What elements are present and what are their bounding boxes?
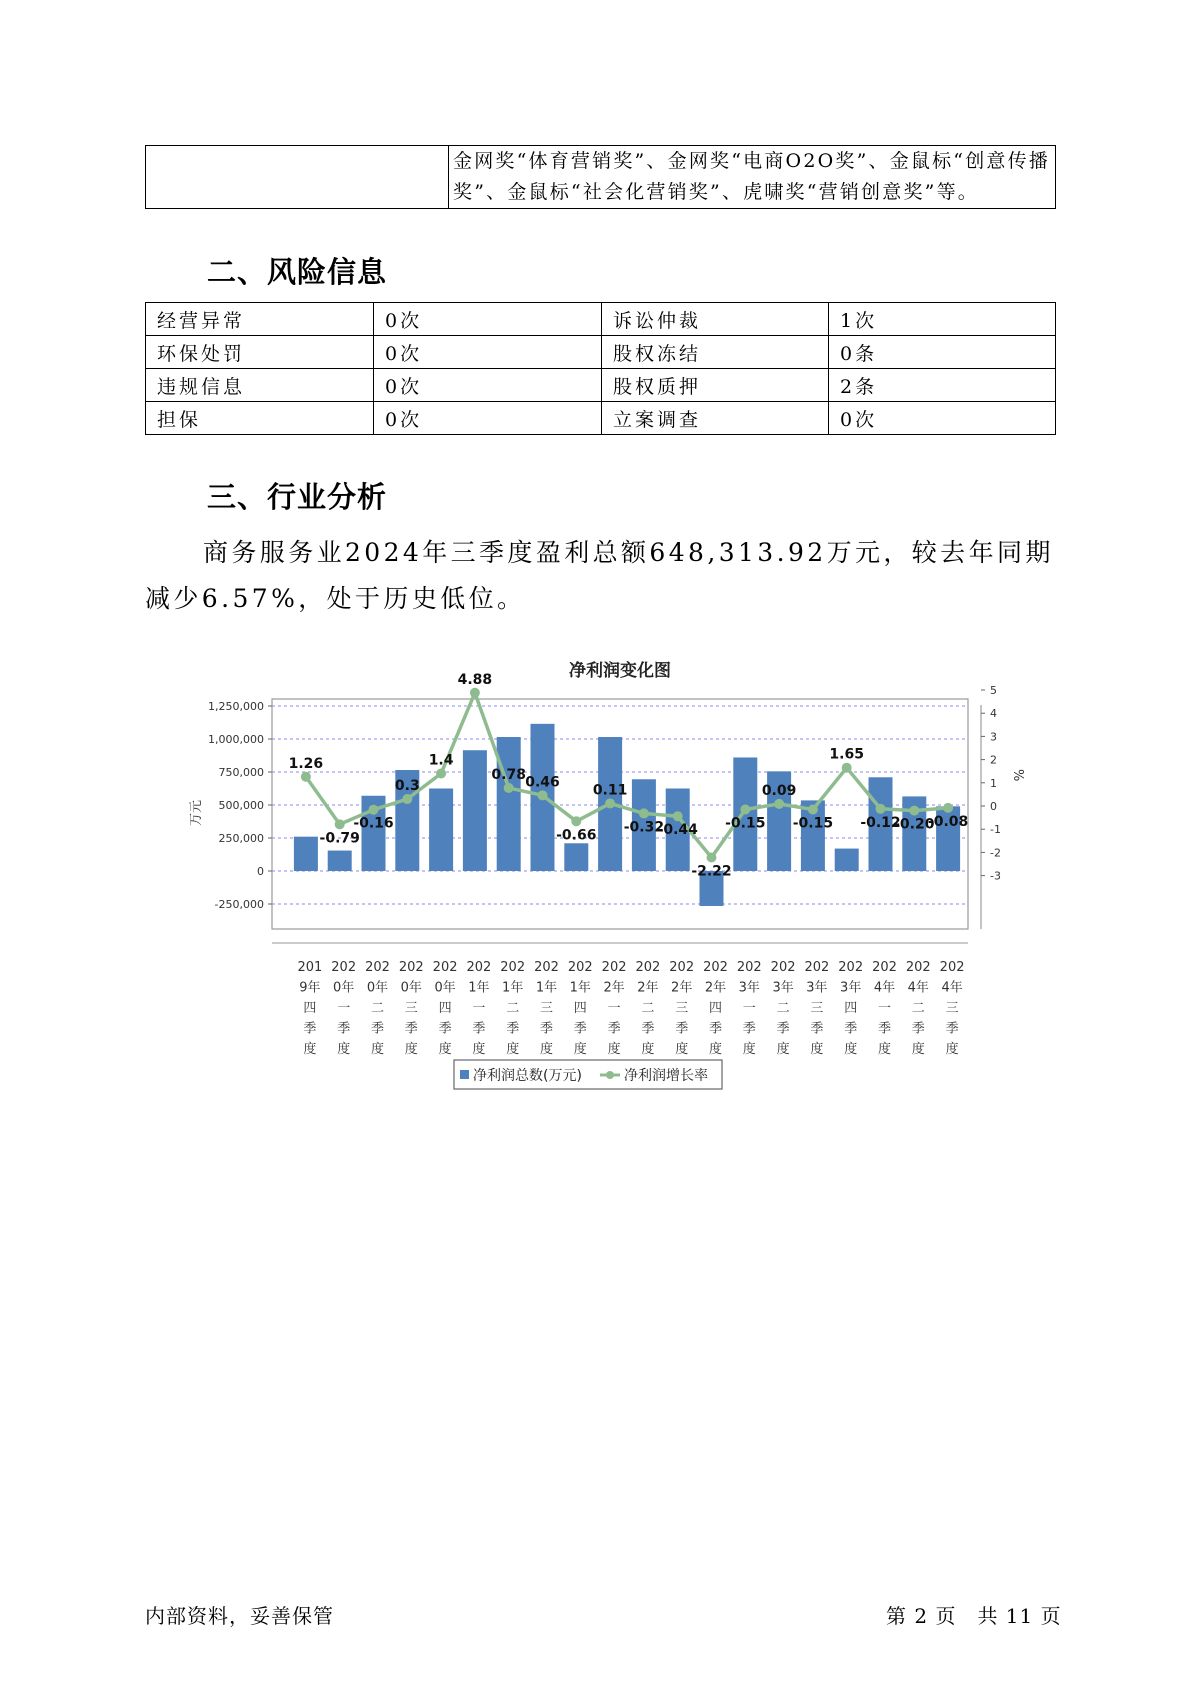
x-tick-label: 202 bbox=[398, 960, 424, 975]
growth-point bbox=[369, 805, 379, 815]
x-tick-label: 季 bbox=[370, 1021, 385, 1037]
x-tick-label: 202 bbox=[703, 960, 728, 975]
x-tick-label: 度 bbox=[303, 1042, 317, 1057]
chart-bar bbox=[835, 849, 859, 871]
x-tick-label: 季 bbox=[607, 1021, 621, 1037]
y2-axis-label: % bbox=[1010, 769, 1025, 782]
x-tick-label: 度 bbox=[776, 1042, 790, 1057]
x-tick-label: 2年 bbox=[603, 980, 625, 996]
x-tick-label: 202 bbox=[838, 960, 864, 975]
growth-point bbox=[538, 790, 548, 800]
growth-point bbox=[571, 816, 581, 826]
y-tick-label: 500,000 bbox=[218, 799, 264, 812]
x-tick-label: 二 bbox=[641, 1001, 655, 1016]
data-label: -0.15 bbox=[725, 815, 766, 832]
industry-section-heading: 三、行业分析 bbox=[207, 480, 388, 514]
risk-section-heading: 二、风险信息 bbox=[207, 255, 388, 289]
table-row bbox=[146, 303, 1056, 336]
growth-point bbox=[842, 763, 852, 773]
x-tick-label: 202 bbox=[736, 960, 762, 975]
x-tick-label: 2年 bbox=[637, 980, 659, 996]
x-tick-label: 202 bbox=[872, 960, 897, 975]
data-label: -2.22 bbox=[691, 863, 732, 880]
y2-tick-label: 1 bbox=[990, 776, 997, 790]
y2-tick-label: 4 bbox=[990, 707, 997, 721]
x-tick-label: 202 bbox=[331, 960, 357, 975]
table-row bbox=[146, 402, 1056, 435]
table-cell: 股权冻结 bbox=[602, 336, 829, 369]
chart-bar bbox=[497, 737, 521, 871]
x-tick-label: 季 bbox=[844, 1021, 858, 1037]
x-tick-label: 季 bbox=[337, 1021, 351, 1037]
x-tick-label: 202 bbox=[669, 960, 695, 975]
x-tick-label: 度 bbox=[337, 1042, 351, 1057]
table-cell: 诉讼仲裁 bbox=[602, 303, 829, 336]
data-label: -0.20 bbox=[894, 816, 935, 833]
x-tick-label: 二 bbox=[506, 1001, 520, 1016]
x-tick-label: 0年 bbox=[434, 980, 456, 996]
x-tick-label: 季 bbox=[708, 1021, 723, 1037]
growth-point bbox=[605, 798, 615, 808]
x-tick-label: 202 bbox=[500, 960, 526, 975]
x-tick-label: 4年 bbox=[873, 980, 896, 996]
x-tick-label: 3年 bbox=[806, 980, 828, 996]
x-tick-label: 季 bbox=[877, 1021, 892, 1037]
x-tick-label: 度 bbox=[370, 1042, 385, 1057]
x-tick-label: 1年 bbox=[468, 980, 490, 996]
table-cell: 立案调查 bbox=[602, 402, 829, 435]
x-tick-label: 二 bbox=[370, 1001, 385, 1016]
x-tick-label: 4年 bbox=[941, 980, 963, 996]
x-tick-label: 度 bbox=[911, 1042, 925, 1057]
legend-line-marker bbox=[606, 1071, 614, 1079]
y-tick-label: 1,000,000 bbox=[208, 733, 264, 746]
risk-table bbox=[145, 302, 1056, 435]
growth-point bbox=[774, 799, 784, 809]
chart-bar bbox=[564, 843, 588, 871]
x-tick-label: 202 bbox=[365, 960, 390, 975]
data-label: 1.65 bbox=[829, 746, 864, 763]
data-label: -0.32 bbox=[623, 819, 665, 836]
table-cell: 2条 bbox=[829, 369, 1056, 402]
x-tick-label: 201 bbox=[297, 960, 323, 975]
x-tick-label: 一 bbox=[607, 1001, 621, 1016]
x-tick-label: 度 bbox=[810, 1042, 824, 1057]
x-tick-label: 季 bbox=[810, 1021, 824, 1037]
table-cell: 1次 bbox=[829, 303, 1056, 336]
x-tick-label: 2年 bbox=[671, 980, 693, 996]
x-tick-label: 度 bbox=[472, 1042, 486, 1057]
x-tick-label: 2年 bbox=[704, 980, 727, 996]
x-tick-label: 3年 bbox=[772, 980, 794, 996]
table-cell: 0次 bbox=[374, 369, 602, 402]
data-label: 4.88 bbox=[457, 671, 493, 688]
y2-tick-label: 3 bbox=[990, 730, 997, 744]
x-tick-label: 202 bbox=[466, 960, 492, 975]
chart-bar bbox=[429, 789, 453, 872]
x-tick-label: 季 bbox=[472, 1021, 486, 1037]
x-tick-label: 202 bbox=[939, 960, 965, 975]
y2-tick-label: 2 bbox=[990, 753, 997, 767]
x-tick-label: 202 bbox=[635, 960, 661, 975]
awards-text: 金网奖“体育营销奖”、金网奖“电商O2O奖”、金鼠标“创意传播奖”、金鼠标“社会化营销奖”、虎啸奖“营销创意奖”等。 bbox=[449, 146, 1056, 209]
legend-bar-label: 净利润总数(万元) bbox=[473, 1068, 582, 1084]
x-tick-label: 度 bbox=[607, 1042, 621, 1057]
x-tick-label: 度 bbox=[641, 1042, 655, 1057]
x-tick-label: 0年 bbox=[333, 980, 355, 996]
table-cell: 经营异常 bbox=[146, 303, 374, 336]
growth-point bbox=[707, 853, 717, 863]
growth-point bbox=[876, 804, 886, 814]
x-tick-label: 二 bbox=[911, 1001, 925, 1016]
x-tick-label: 三 bbox=[810, 1001, 824, 1016]
y-tick-label: 250,000 bbox=[218, 832, 264, 845]
y-tick-label: 1,250,000 bbox=[208, 700, 264, 713]
x-tick-label: 202 bbox=[804, 960, 830, 975]
x-tick-label: 季 bbox=[911, 1021, 925, 1037]
growth-point bbox=[504, 783, 514, 793]
awards-table bbox=[145, 145, 1056, 209]
chart-bar bbox=[328, 851, 352, 871]
x-tick-label: 度 bbox=[675, 1042, 689, 1057]
y2-tick-label: 5 bbox=[990, 684, 997, 697]
data-label: 1.26 bbox=[288, 755, 324, 772]
x-tick-label: 度 bbox=[438, 1042, 452, 1057]
growth-point bbox=[909, 806, 919, 816]
x-tick-label: 季 bbox=[776, 1021, 790, 1037]
table-cell: 0条 bbox=[829, 336, 1056, 369]
x-tick-label: 季 bbox=[404, 1021, 418, 1037]
table-cell: 股权质押 bbox=[602, 369, 829, 402]
data-label: -0.15 bbox=[792, 815, 834, 832]
x-tick-label: 度 bbox=[539, 1042, 554, 1057]
x-tick-label: 1年 bbox=[569, 980, 591, 996]
legend-bar-swatch bbox=[460, 1070, 469, 1079]
table-cell: 环保处罚 bbox=[146, 336, 374, 369]
y2-tick-label: -1 bbox=[990, 823, 1001, 837]
x-tick-label: 202 bbox=[567, 960, 593, 975]
x-tick-label: 0年 bbox=[366, 980, 389, 996]
x-tick-label: 度 bbox=[877, 1042, 892, 1057]
growth-point bbox=[470, 688, 480, 698]
growth-point bbox=[639, 808, 649, 818]
y-tick-label: 750,000 bbox=[218, 766, 264, 779]
data-label: 0.3 bbox=[394, 778, 420, 795]
x-tick-label: 202 bbox=[534, 960, 559, 975]
x-tick-label: 季 bbox=[675, 1021, 689, 1037]
growth-point bbox=[808, 804, 818, 814]
awards-label-cell bbox=[146, 146, 449, 209]
chart-svg bbox=[180, 650, 1025, 1100]
table-cell: 担保 bbox=[146, 402, 374, 435]
growth-point bbox=[335, 819, 345, 829]
x-tick-label: 四 bbox=[438, 1001, 452, 1016]
x-tick-label: 季 bbox=[641, 1021, 655, 1037]
data-label: -0.79 bbox=[319, 830, 360, 847]
growth-point bbox=[673, 811, 683, 821]
x-tick-label: 202 bbox=[905, 960, 931, 975]
data-label: -0.16 bbox=[353, 815, 394, 832]
x-tick-label: 三 bbox=[675, 1001, 689, 1016]
table-cell: 0次 bbox=[829, 402, 1056, 435]
x-tick-label: 202 bbox=[601, 960, 627, 975]
data-label: 0.46 bbox=[525, 774, 560, 791]
net-profit-chart bbox=[180, 650, 1025, 1100]
x-tick-label: 三 bbox=[945, 1001, 959, 1016]
growth-point bbox=[301, 772, 311, 782]
table-cell: 违规信息 bbox=[146, 369, 374, 402]
growth-point bbox=[402, 794, 412, 804]
table-cell: 0次 bbox=[374, 402, 602, 435]
x-tick-label: 三 bbox=[404, 1001, 418, 1016]
x-tick-label: 度 bbox=[945, 1042, 959, 1057]
data-label: -0.08 bbox=[927, 813, 969, 830]
x-tick-label: 度 bbox=[844, 1042, 858, 1057]
data-label: 0.09 bbox=[761, 782, 797, 799]
x-tick-label: 202 bbox=[770, 960, 796, 975]
growth-point bbox=[740, 804, 750, 814]
x-tick-label: 度 bbox=[404, 1042, 418, 1057]
growth-point bbox=[436, 769, 446, 779]
x-tick-label: 0年 bbox=[400, 980, 422, 996]
x-tick-label: 3年 bbox=[840, 980, 862, 996]
data-label: 1.4 bbox=[428, 752, 454, 769]
x-tick-label: 季 bbox=[945, 1021, 959, 1037]
x-tick-label: 3年 bbox=[738, 980, 760, 996]
x-tick-label: 二 bbox=[776, 1001, 790, 1016]
x-tick-label: 四 bbox=[573, 1001, 587, 1016]
page-number: 第 2 页 共 11 页 bbox=[886, 1604, 1062, 1628]
x-tick-label: 四 bbox=[844, 1001, 858, 1016]
x-tick-label: 1年 bbox=[535, 980, 558, 996]
x-tick-label: 一 bbox=[472, 1001, 486, 1016]
data-label: -0.44 bbox=[657, 822, 698, 839]
x-tick-label: 季 bbox=[506, 1021, 520, 1037]
industry-paragraph: 商务服务业2024年三季度盈利总额648,313.92万元，较去年同期减少6.57%，处于历史低位。 bbox=[145, 538, 1054, 613]
y2-tick-label: -2 bbox=[990, 846, 1001, 860]
y2-tick-label: -3 bbox=[990, 869, 1001, 883]
data-label: 0.11 bbox=[592, 782, 628, 799]
legend-line-label: 净利润增长率 bbox=[624, 1068, 708, 1084]
x-tick-label: 季 bbox=[438, 1021, 452, 1037]
x-tick-label: 9年 bbox=[299, 980, 321, 996]
x-tick-label: 一 bbox=[337, 1001, 351, 1016]
x-tick-label: 度 bbox=[573, 1042, 587, 1057]
x-tick-label: 四 bbox=[708, 1001, 723, 1016]
table-cell: 0次 bbox=[374, 303, 602, 336]
x-tick-label: 季 bbox=[539, 1021, 554, 1037]
x-tick-label: 一 bbox=[742, 1001, 756, 1016]
x-tick-label: 季 bbox=[742, 1021, 756, 1037]
x-tick-label: 4年 bbox=[907, 980, 929, 996]
data-label: 0.78 bbox=[491, 766, 526, 783]
x-tick-label: 度 bbox=[742, 1042, 756, 1057]
y-axis-label: 万元 bbox=[189, 799, 204, 827]
x-tick-label: 季 bbox=[573, 1021, 587, 1037]
chart-title: 净利润变化图 bbox=[569, 661, 671, 681]
table-row bbox=[146, 336, 1056, 369]
x-tick-label: 四 bbox=[303, 1001, 317, 1016]
chart-bar bbox=[294, 837, 318, 871]
chart-bar bbox=[463, 750, 487, 871]
data-label: -0.12 bbox=[860, 814, 901, 831]
y-tick-label: -250,000 bbox=[214, 898, 264, 911]
x-tick-label: 三 bbox=[539, 1001, 554, 1016]
footer-note: 内部资料，妥善保管 bbox=[145, 1604, 334, 1628]
x-tick-label: 度 bbox=[506, 1042, 520, 1057]
y-tick-label: 0 bbox=[257, 865, 264, 878]
growth-point bbox=[943, 803, 953, 813]
data-label: -0.66 bbox=[556, 827, 597, 844]
x-tick-label: 度 bbox=[708, 1042, 723, 1057]
x-tick-label: 202 bbox=[432, 960, 458, 975]
table-cell: 0次 bbox=[374, 336, 602, 369]
x-tick-label: 1年 bbox=[502, 980, 524, 996]
x-tick-label: 季 bbox=[303, 1021, 317, 1037]
x-tick-label: 一 bbox=[877, 1001, 892, 1016]
table-row bbox=[146, 369, 1056, 402]
y2-tick-label: 0 bbox=[990, 800, 997, 813]
